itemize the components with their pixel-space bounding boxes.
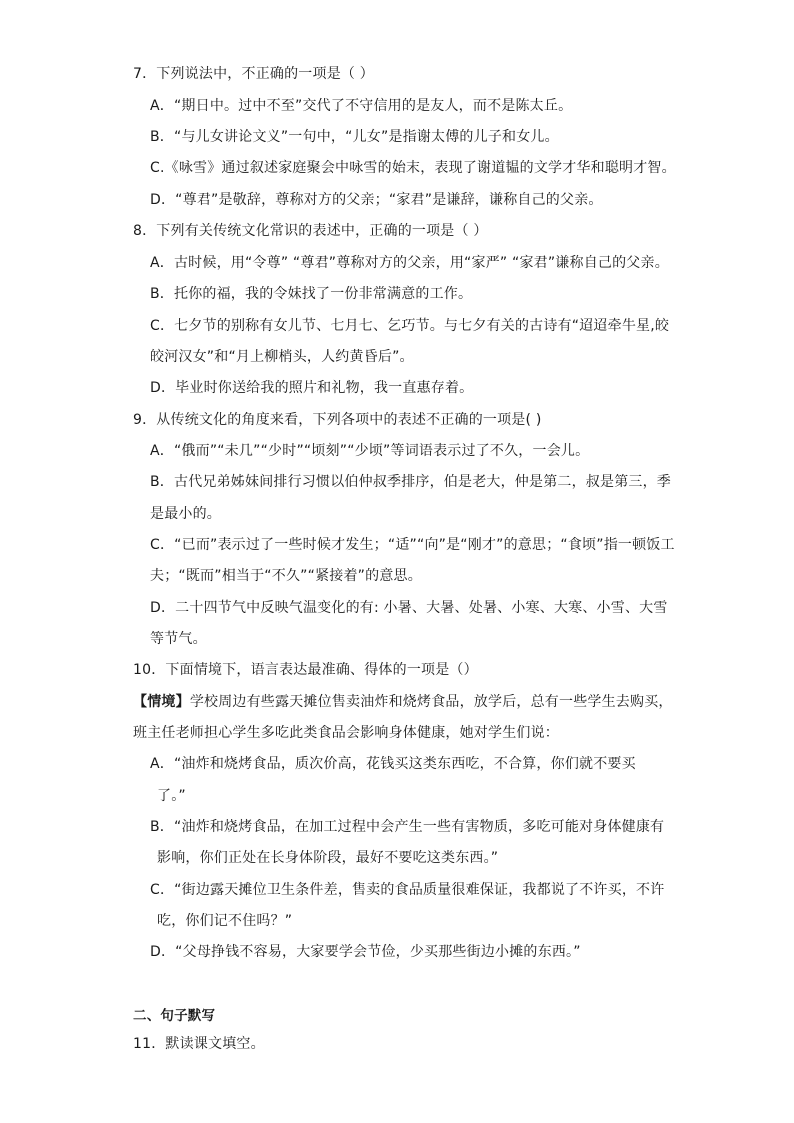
question-11-stem: 11．默读课文填空。	[133, 1036, 265, 1052]
q7-option-c: C.《咏雪》通过叙述家庭聚会中咏雪的始末，表现了谢道韫的文学才华和聪明才智。	[150, 160, 676, 176]
q8-option-c: C．七夕节的别称有女儿节、七月七、乞巧节。与七夕有关的古诗有“迢迢牵牛星,皎	[150, 318, 670, 334]
q7-option-b: B．“与儿女讲论文义”一句中，“儿女”是指谢太傅的儿子和女儿。	[150, 129, 559, 145]
q9-option-b-continued: 是最小的。	[150, 506, 221, 522]
q10-option-d: D．“父母挣钱不容易，大家要学会节俭，少买那些街边小摊的东西。”	[150, 944, 581, 960]
q7-option-a: A．“期日中。过中不至”交代了不守信用的是友人，而不是陈太丘。	[150, 98, 573, 114]
q10-context-line-1: 学校周边有些露天摊位售卖油炸和烧烤食品，放学后，总有一些学生去购买，	[189, 694, 673, 710]
q10-option-b-continued: 影响，你们正处在长身体阶段，最好不要吃这类东西。”	[157, 850, 499, 866]
question-7-stem: 7．下列说法中，不正确的一项是（ ）	[133, 66, 374, 82]
q9-option-c: C．“已而”表示过了一些时候才发生；“适”“向”是“刚才”的意思；“食顷”指一顿饭工	[150, 537, 675, 553]
q10-option-a-continued: 了。”	[157, 788, 186, 804]
q8-option-a: A．古时候，用“令尊” “尊君”尊称对方的父亲，用“家严” “家君”谦称自己的父亲。	[150, 255, 669, 271]
q9-option-d-continued: 等节气。	[150, 631, 207, 647]
question-9-stem: 9．从传统文化的角度来看，下列各项中的表述不正确的一项是( )	[133, 412, 542, 428]
q9-option-c-continued: 夫；“既而”相当于“不久”“紧接着”的意思。	[150, 568, 422, 584]
q8-option-d: D．毕业时你送给我的照片和礼物，我一直惠存着。	[150, 380, 474, 396]
q9-option-a: A．“俄而”“未几”“少时”“顷刻”“少顷”等词语表示过了不久，一会儿。	[150, 443, 590, 459]
q10-context-tag: 【情境】	[133, 694, 190, 710]
section-2-title: 二、句子默写	[133, 1008, 216, 1024]
question-10-stem: 10．下面情境下，语言表达最准确、得体的一项是（）	[133, 662, 478, 678]
question-8-stem: 8．下列有关传统文化常识的表述中，正确的一项是（ ）	[133, 223, 488, 239]
q10-context	[133, 692, 673, 712]
q8-option-c-continued: 皎河汉女”和“月上柳梢头，人约黄昏后”。	[150, 349, 414, 365]
q9-option-b: B．古代兄弟姊妹间排行习惯以伯仲叔季排序，伯是老大，仲是第二，叔是第三，季	[150, 474, 672, 490]
q10-context-line-2: 班主任老师担心学生多吃此类食品会影响身体健康，她对学生们说：	[133, 725, 559, 741]
q8-option-b: B．托你的福，我的令妹找了一份非常满意的工作。	[150, 286, 473, 302]
q10-option-c-continued: 吃，你们记不住吗？”	[157, 913, 293, 929]
q9-option-d: D．二十四节气中反映气温变化的有: 小暑、大暑、处暑、小寒、大寒、小雪、大雪	[150, 600, 668, 616]
q10-option-c: C．“街边露天摊位卫生条件差，售卖的食品质量很难保证，我都说了不许买，不许	[150, 882, 665, 898]
q10-option-a: A．“油炸和烧烤食品，质次价高，花钱买这类东西吃，不合算，你们就不要买	[150, 756, 636, 772]
q10-option-b: B．“油炸和烧烤食品，在加工过程中会产生一些有害物质，多吃可能对身体健康有	[150, 819, 665, 835]
q7-option-d: D．“尊君”是敬辞，尊称对方的父亲；“家君”是谦辞，谦称自己的父亲。	[150, 192, 603, 208]
